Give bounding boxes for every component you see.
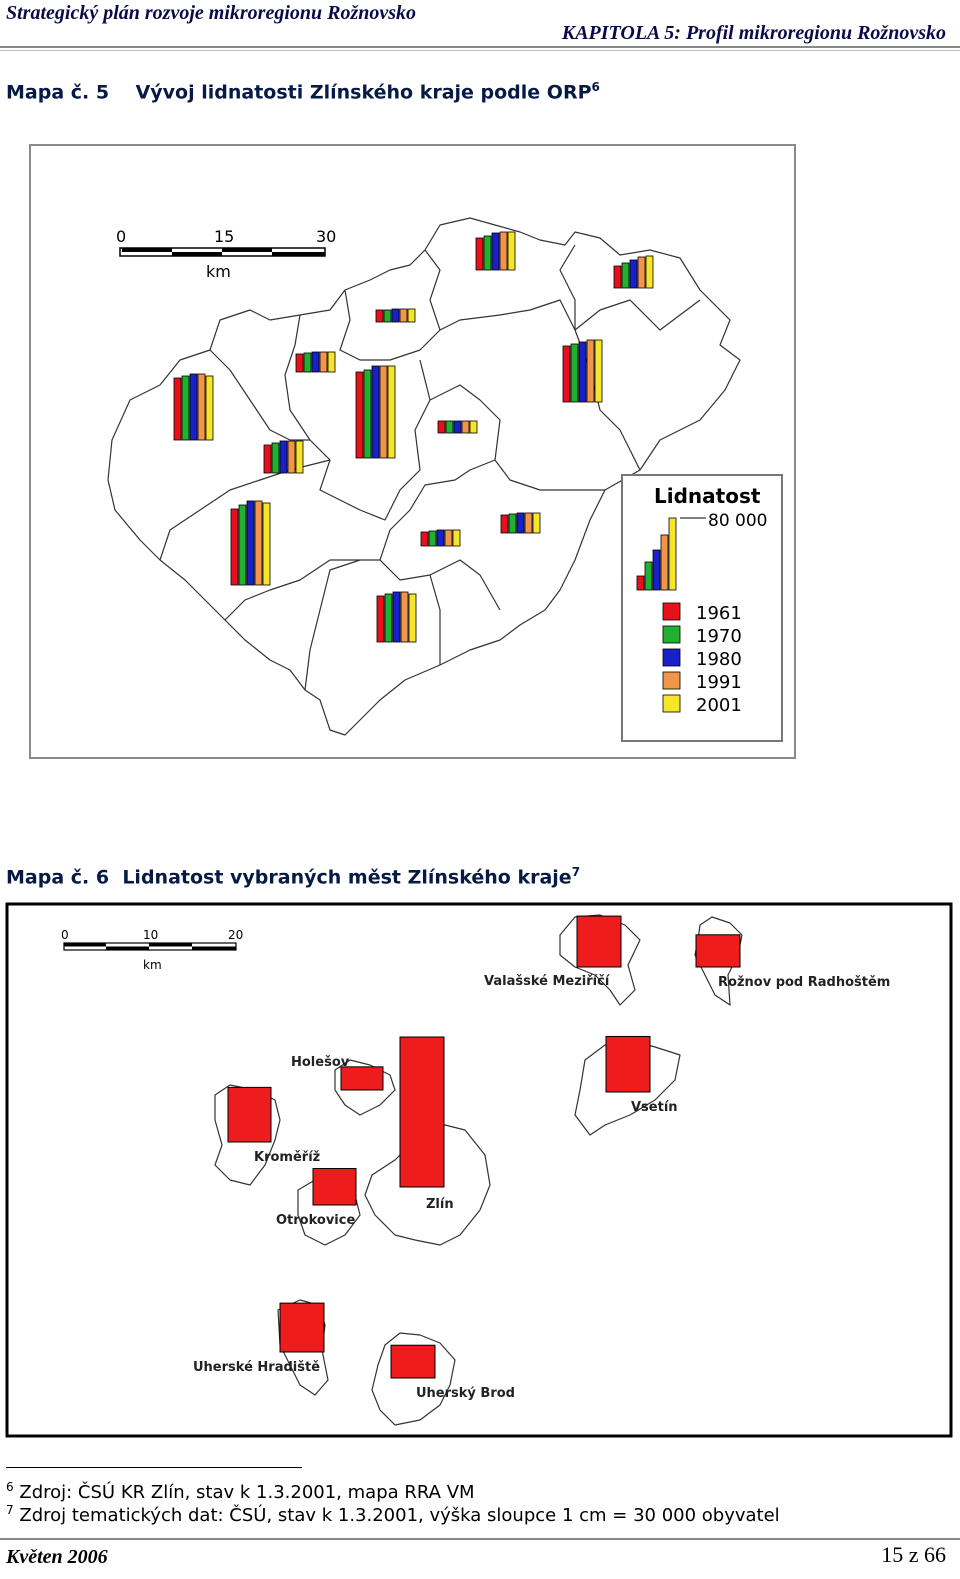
legend-swatch-1980 <box>663 649 680 666</box>
legend-sample-bar-1980 <box>653 550 660 590</box>
map6-scale-tick-2: 20 <box>228 928 244 942</box>
map6-caption-label: Mapa č. 6 <box>6 866 110 889</box>
legend-year-1970: 1970 <box>696 626 742 647</box>
footnote-7 <box>6 1503 780 1526</box>
legend-year-1991: 1991 <box>696 672 742 693</box>
map5-bar-g1-1980 <box>630 260 637 288</box>
map6-scale-unit: km <box>143 958 162 972</box>
city-bar-zlin <box>400 1037 444 1187</box>
map5-bar-g3-1970 <box>571 344 578 402</box>
city-label-vsetin: Vsetín <box>631 1100 678 1115</box>
map5-bar-g5-1970 <box>364 370 371 458</box>
map5-bar-g3-1980 <box>579 342 586 402</box>
map5-bar-g9-1991 <box>255 501 262 585</box>
map5-bar-g10-1970 <box>429 531 436 546</box>
map5-caption-note: 6 <box>591 80 600 94</box>
map6-scale-tick-1: 10 <box>143 928 159 942</box>
legend-swatch-1970 <box>663 626 680 643</box>
map5-bar-g9-1970 <box>239 505 246 585</box>
header-right: KAPITOLA 5: Profil mikroregionu Rožnovsko <box>561 22 946 44</box>
map5-bar-g4-1991 <box>320 352 327 372</box>
map5-bar-g3-2001 <box>595 340 602 402</box>
legend-swatch-1961 <box>663 603 680 620</box>
map5-bar-g0-1991 <box>500 232 507 270</box>
map5-bar-g0-2001 <box>508 232 515 270</box>
header-left: Strategický plán rozvoje mikroregionu Rožnovsko <box>6 2 417 24</box>
city-label-otrokovice: Otrokovice <box>276 1213 356 1228</box>
map5-bar-g12-1961 <box>377 596 384 642</box>
map5-bar-g8-1970 <box>272 443 279 473</box>
map5-bar-g4-2001 <box>328 352 335 372</box>
map5-bar-g1-1991 <box>638 257 645 288</box>
map6-scale-tick-0: 0 <box>61 928 69 942</box>
map5-scale-tick-1: 15 <box>214 227 235 246</box>
map5-bar-g1-2001 <box>646 256 653 288</box>
map5-bar-g12-1980 <box>393 592 400 642</box>
map5-bar-g10-2001 <box>453 530 460 546</box>
legend-swatch-1991 <box>663 672 680 689</box>
map5-bar-g0-1961 <box>476 238 483 270</box>
city-label-uherske-hradiste: Uherské Hradiště <box>193 1360 321 1375</box>
legend-year-1961: 1961 <box>696 603 742 624</box>
footnote-rule <box>6 1467 302 1468</box>
legend-sample-bar-2001 <box>669 518 676 590</box>
map5-bar-g11-1980 <box>517 513 524 533</box>
city-bar-uherske-hradiste <box>280 1303 324 1352</box>
footnote-6-num: 6 <box>6 1480 14 1494</box>
map5-bar-g6-1970 <box>182 376 189 440</box>
city-label-kromeriz: Kroměříž <box>254 1150 321 1165</box>
map5-bar-g6-1980 <box>190 374 197 440</box>
map5-bar-g12-1970 <box>385 594 392 642</box>
map5-bar-g7-1991 <box>462 421 469 433</box>
legend-max-label: 80 000 <box>708 511 768 531</box>
map5-scale-tick-0: 0 <box>116 227 127 246</box>
map5-scale-tick-2: 30 <box>316 227 337 246</box>
map6-figure <box>0 895 960 1450</box>
map6-caption <box>6 865 580 888</box>
map5-legend <box>622 475 782 741</box>
map5-bar-g6-1961 <box>174 378 181 440</box>
map5-bar-g8-1991 <box>288 441 295 473</box>
footnote-7-num: 7 <box>6 1503 14 1517</box>
map5-bar-g10-1961 <box>421 532 428 546</box>
footnote-6-text: Zdroj: ČSÚ KR Zlín, stav k 1.3.2001, mapa RRA VM <box>19 1482 475 1503</box>
legend-sample-bar-1991 <box>661 535 668 590</box>
city-label-zlin: Zlín <box>426 1197 454 1212</box>
footer-page-number: 15 z 66 <box>881 1542 946 1567</box>
map5-bar-g7-1980 <box>454 421 461 433</box>
map6-caption-note: 7 <box>571 865 581 879</box>
city-bar-otrokovice <box>313 1169 356 1205</box>
map5-bar-g12-2001 <box>409 594 416 642</box>
map5-bar-g12-1991 <box>401 592 408 642</box>
map5-bar-g9-1980 <box>247 501 254 585</box>
map5-caption-title: Vývoj lidnatosti Zlínského kraje podle ORP <box>135 81 592 104</box>
legend-title: Lidnatost <box>654 484 761 508</box>
legend-year-2001: 2001 <box>696 695 742 716</box>
legend-year-1980: 1980 <box>696 649 742 670</box>
map5-bar-g0-1970 <box>484 236 491 270</box>
legend-sample-bar-1970 <box>645 562 652 590</box>
map5-bar-g2-1980 <box>392 309 399 322</box>
legend-sample-bar-1961 <box>637 576 644 590</box>
city-label-holesov: Holešov <box>291 1055 350 1070</box>
map5-bar-g8-2001 <box>296 441 303 473</box>
map5-bar-g8-1961 <box>264 445 271 473</box>
map5-bar-g7-2001 <box>470 421 477 433</box>
map5-bar-g3-1961 <box>563 346 570 402</box>
legend-keys <box>663 603 742 716</box>
map5-bar-g1-1970 <box>622 263 629 288</box>
footer-rule <box>0 1538 960 1540</box>
map5-bar-g2-1970 <box>384 310 391 322</box>
map5-bar-g7-1970 <box>446 421 453 433</box>
map5-bar-g7-1961 <box>438 421 445 433</box>
city-label-uhersky-brod: Uherský Brod <box>416 1386 515 1401</box>
footnote-6 <box>6 1480 475 1503</box>
map5-bar-g1-1961 <box>614 266 621 288</box>
map5-bar-g2-1991 <box>400 309 407 322</box>
map5-bar-g5-1991 <box>380 366 387 458</box>
map5-bar-g9-2001 <box>263 503 270 585</box>
map5-bar-g2-2001 <box>408 309 415 322</box>
map5-bar-g5-1980 <box>372 366 379 458</box>
map5-bar-g11-1991 <box>525 513 532 533</box>
map5-bar-g5-1961 <box>356 372 363 458</box>
map5-bar-g5-2001 <box>388 366 395 458</box>
map5-bar-g11-1961 <box>501 515 508 533</box>
map5-bar-g4-1970 <box>304 353 311 372</box>
map5-bar-g4-1980 <box>312 352 319 372</box>
map5-caption-label: Mapa č. 5 <box>6 81 110 104</box>
map5-bar-g8-1980 <box>280 441 287 473</box>
map5-bar-g3-1991 <box>587 340 594 402</box>
city-bar-valasske-mezirici <box>577 916 621 967</box>
city-label-valasske-mezirici: Valašské Meziříčí <box>484 974 610 989</box>
map5-bar-g10-1991 <box>445 530 452 546</box>
map5-bar-g2-1961 <box>376 310 383 322</box>
footer-date: Květen 2006 <box>6 1546 108 1568</box>
city-label-roznov-pod-radhostem: Rožnov pod Radhoštěm <box>718 975 891 990</box>
city-bar-uhersky-brod <box>391 1345 435 1378</box>
map5-bar-g6-1991 <box>198 374 205 440</box>
map5-scale-unit: km <box>206 262 231 281</box>
map5-bar-g11-1970 <box>509 514 516 533</box>
city-bar-holesov <box>341 1067 383 1090</box>
city-bar-vsetin <box>606 1036 650 1092</box>
map5-bar-g9-1961 <box>231 509 238 585</box>
map5-bar-g6-2001 <box>206 376 213 440</box>
city-bar-roznov-pod-radhostem <box>696 935 740 967</box>
legend-swatch-2001 <box>663 695 680 712</box>
map5-bar-g11-2001 <box>533 513 540 533</box>
map5-bar-g4-1961 <box>296 354 303 372</box>
city-bar-kromeriz <box>228 1087 271 1142</box>
map5-bar-g10-1980 <box>437 530 444 546</box>
map6-caption-title: Lidnatost vybraných měst Zlínského kraje <box>122 866 572 889</box>
map5-bar-g0-1980 <box>492 233 499 270</box>
footnote-7-text: Zdroj tematických dat: ČSÚ, stav k 1.3.2001, výška sloupce 1 cm = 30 000 obyvatel <box>19 1505 780 1526</box>
